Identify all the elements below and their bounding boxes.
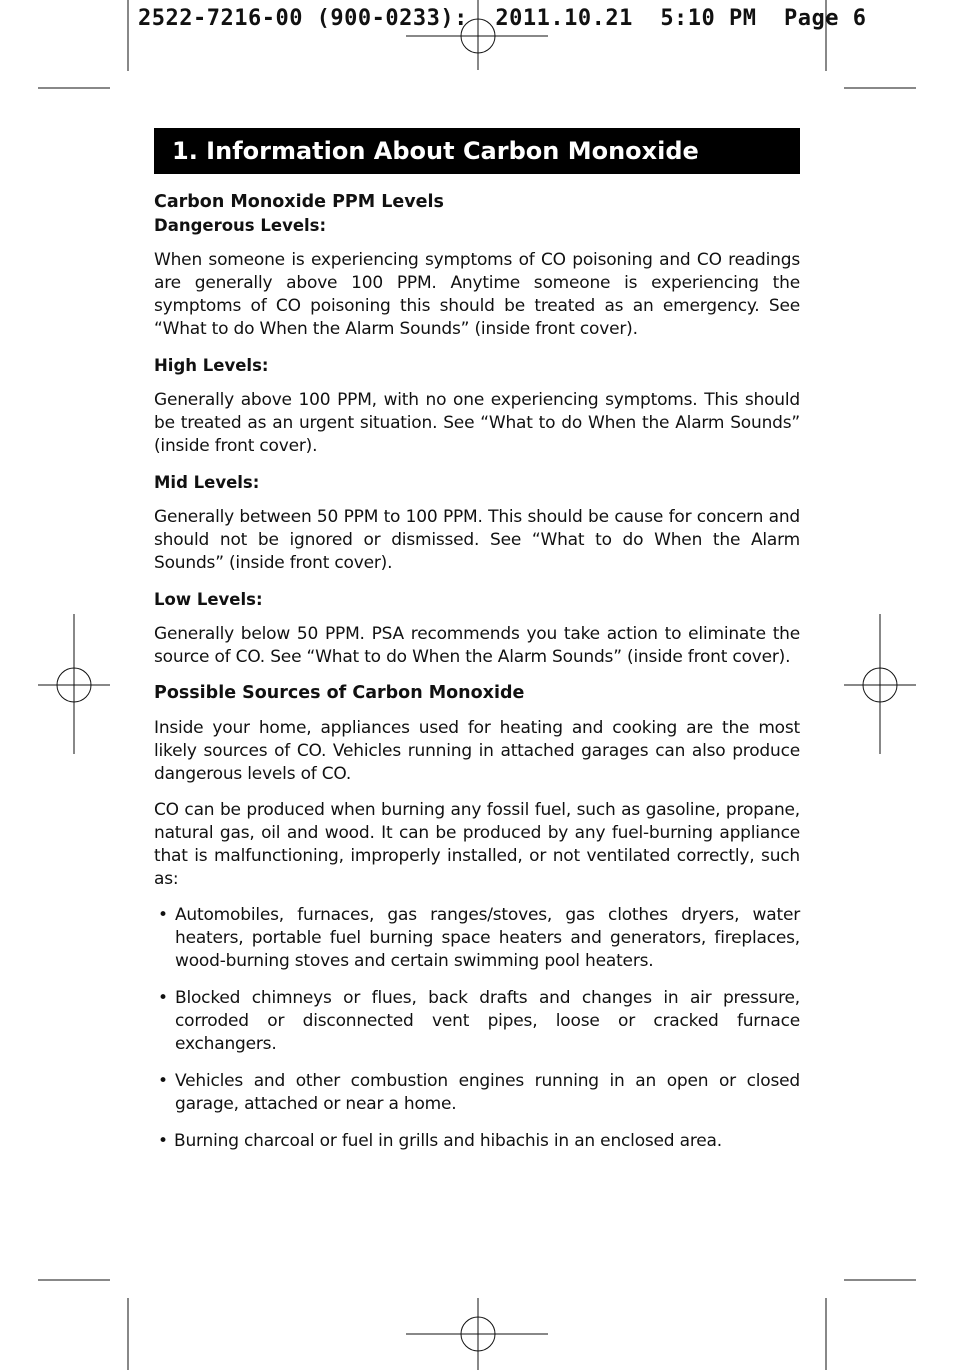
list-item-text: Blocked chimneys or flues, back drafts and changes in air pressure, corroded or disconnected vent pipes, loose or cracked furnace exchangers. (175, 988, 800, 1054)
dangerous-levels-label: Dangerous Levels: (154, 216, 327, 235)
bullet-icon: • (158, 905, 168, 925)
print-slug-header: 2522-7216-00 (900-0233): 2011.10.21 5:10 PM Page 6 (138, 6, 867, 31)
dangerous-levels-text: When someone is experiencing symptoms of CO poisoning and CO readings are generally above 100 PPM. Anytime someone is experiencing the symptoms of CO poisoning this should be treated as an emergency. See “What to do When the Alarm Sounds” (inside front cover). (154, 250, 800, 339)
section-title-bar: 1. Information About Carbon Monoxide (154, 128, 800, 174)
bullet-icon: • (158, 1071, 168, 1091)
list-item-text: Burning charcoal or fuel in grills and hibachis in an enclosed area. (174, 1131, 722, 1151)
co-sources-paragraph-1: Inside your home, appliances used for heating and cooking are the most likely sources of CO. Vehicles running in attached garages can also produce dangerous levels of CO. (154, 718, 800, 784)
co-sources-list (154, 904, 800, 1153)
list-item (154, 1070, 800, 1116)
bullet-icon: • (158, 988, 168, 1008)
co-sources-paragraph-2: CO can be produced when burning any fossil fuel, such as gasoline, propane, natural gas, oil and wood. It can be produced by any fuel-burning appliance that is malfunctioning, improperly installed, or not ventilated correctly, such as: (154, 800, 800, 889)
low-levels-text: Generally below 50 PPM. PSA recommends you take action to eliminate the source of CO. See “What to do When the Alarm Sounds” (inside front cover). (154, 624, 800, 667)
list-item (154, 1130, 800, 1153)
list-item-text: Vehicles and other combustion engines running in an open or closed garage, attached or near a home. (175, 1071, 800, 1114)
bullet-icon: • (158, 1131, 168, 1151)
co-sources-heading: Possible Sources of Carbon Monoxide (154, 683, 525, 703)
list-item (154, 904, 800, 973)
page-content (154, 128, 800, 1167)
mid-levels-label: Mid Levels: (154, 473, 260, 492)
high-levels-text: Generally above 100 PPM, with no one experiencing symptoms. This should be treated as an urgent situation. See “What to do When the Alarm Sounds” (inside front cover). (154, 390, 800, 456)
list-item-text: Automobiles, furnaces, gas ranges/stoves, gas clothes dryers, water heaters, portable fuel burning space heaters and generators, fireplaces, wood-burning stoves and certain swimming pool heaters. (175, 905, 800, 971)
list-item (154, 987, 800, 1056)
high-levels-label: High Levels: (154, 356, 269, 375)
low-levels-label: Low Levels: (154, 590, 263, 609)
mid-levels-text: Generally between 50 PPM to 100 PPM. This should be cause for concern and should not be ignored or dismissed. See “What to do When the Alarm Sounds” (inside front cover). (154, 507, 800, 573)
ppm-levels-heading: Carbon Monoxide PPM Levels (154, 192, 444, 212)
